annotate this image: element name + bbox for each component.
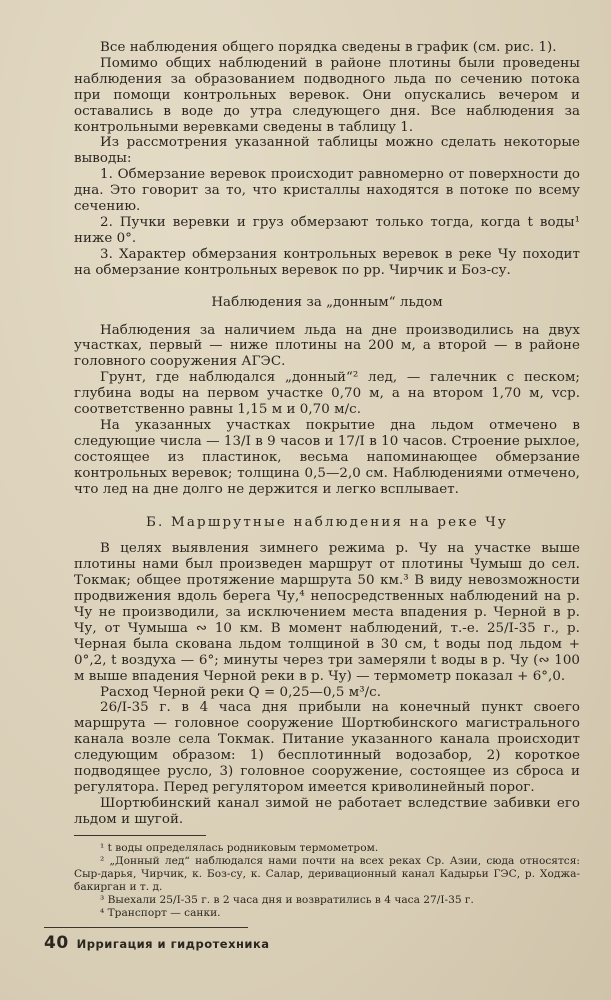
page-footer <box>44 933 304 953</box>
page-number: 40 <box>44 933 69 953</box>
footer-rule <box>44 927 248 928</box>
paragraph: Помимо общих наблюдений в районе плотины были проведены наблюдения за образованием подводного льда по сечению потока при помощи контрольных веревок. Они опускались вечером и оставались в воде до утра следующего дня. Все наблюдения за контрольными веревками сведены в таблицу 1. <box>74 55 580 135</box>
main-text <box>74 40 580 828</box>
paragraph: Все наблюдения общего порядка сведены в график (см. рис. 1). <box>100 40 557 55</box>
paragraph: Наблюдения за наличием льда на дне производились на двух участках, первый — ниже плотины на 200 м, а второй — в районе головного сооружения АГЭС. <box>74 322 580 370</box>
paragraph: 3. Характер обмерзания контрольных веревок в реке Чу походит на обмерзание контрольных веревок по рр. Чирчик и Боз-су. <box>74 246 580 278</box>
footnote: ² „Донный лед“ наблюдался нами почти на всех реках Ср. Азии, сюда относятся: Сыр-дарья, Чирчик, к. Боз-су, к. Салар, деривационный канал Кадырьи ГЭС, р. Ходжа-бакирган и т. д. <box>74 854 580 893</box>
paragraph: 2. Пучки веревки и груз обмерзают только тогда, когда t воды¹ ниже 0°. <box>74 214 580 246</box>
section-heading-bottom-ice: Наблюдения за „донным“ льдом <box>211 294 443 310</box>
footnote: ³ Выехали 25/I-35 г. в 2 часа дня и возвратились в 4 часа 27/I-35 г. <box>100 893 474 906</box>
footnotes <box>74 835 580 919</box>
footnote: ¹ t воды определялась родниковым термометром. <box>100 842 379 854</box>
paragraph: Расход Черной реки Q = 0,25—0,5 м³/с. <box>100 684 382 700</box>
paragraph: Грунт, где наблюдался „донный“² лед, — галечник с песком; глубина воды на первом участке 0,70 м, а на втором 1,70 м, vср. соответственно равны 1,15 м и 0,70 м/с. <box>74 370 580 418</box>
paragraph: Из рассмотрения указанной таблицы можно сделать некоторые выводы: <box>74 135 580 167</box>
paragraph: В целях выявления зимнего режима р. Чу на участке выше плотины нами был произведен маршрут от плотины Чумыш до сел. Токмак; общее протяжение маршрута 50 км.³ В виду невозможности продвижения вдоль берега Чу,⁴ непосредственных наблюдений на р. Чу не производили, за исключением места впадения р. Черной в р. Чу, от Чумыша ∾ 10 км. В момент наблюдений, т.-е. 25/I-35 г., р. Черная была скована льдом толщиной в 30 см, t воды под льдом + 0°,2, t воздуха — 6°; минуты через три замеряли t воды в р. Чу (∾ 100 м выше впадения Черной реки в р. Чу) — термометр показал + 6°,0. <box>74 541 580 684</box>
section-heading-route: Б. Маршрутные наблюдения на реке Чу <box>146 515 508 531</box>
footnote: ⁴ Транспорт — санки. <box>100 906 221 919</box>
journal-title: Ирригация и гидротехника <box>76 937 270 951</box>
paragraph: 1. Обмерзание веревок происходит равномерно от поверхности до дна. Это говорит за то, что кристаллы находятся в потоке по всему сечению. <box>74 167 580 215</box>
paragraph: На указанных участках покрытие дна льдом отмечено в следующие числа — 13/I в 9 часов и 17/I в 10 часов. Строение рыхлое, состоящее из пластинок, весьма напоминающее обмерзание контрольных веревок; толщина 0,5—2,0 см. Наблюдениями отмечено, что лед на дне долго не держится и легко всплывает. <box>74 417 580 497</box>
paragraph: Шортюбинский канал зимой не работает вследствие забивки его льдом и шугой. <box>74 795 580 827</box>
paragraph: 26/I-35 г. в 4 часа дня прибыли на конечный пункт своего маршрута — головное сооружение Шортюбинского магистрального канала возле села Токмак. Питание указанного канала происходит следующим образом: 1) бесплотинный водозабор, 2) короткое подводящее русло, 3) головное сооружение, состоящее из сброса и регулятора. Перед регулятором имеется криволинейный порог. <box>74 700 580 795</box>
footnote-rule <box>74 835 206 836</box>
